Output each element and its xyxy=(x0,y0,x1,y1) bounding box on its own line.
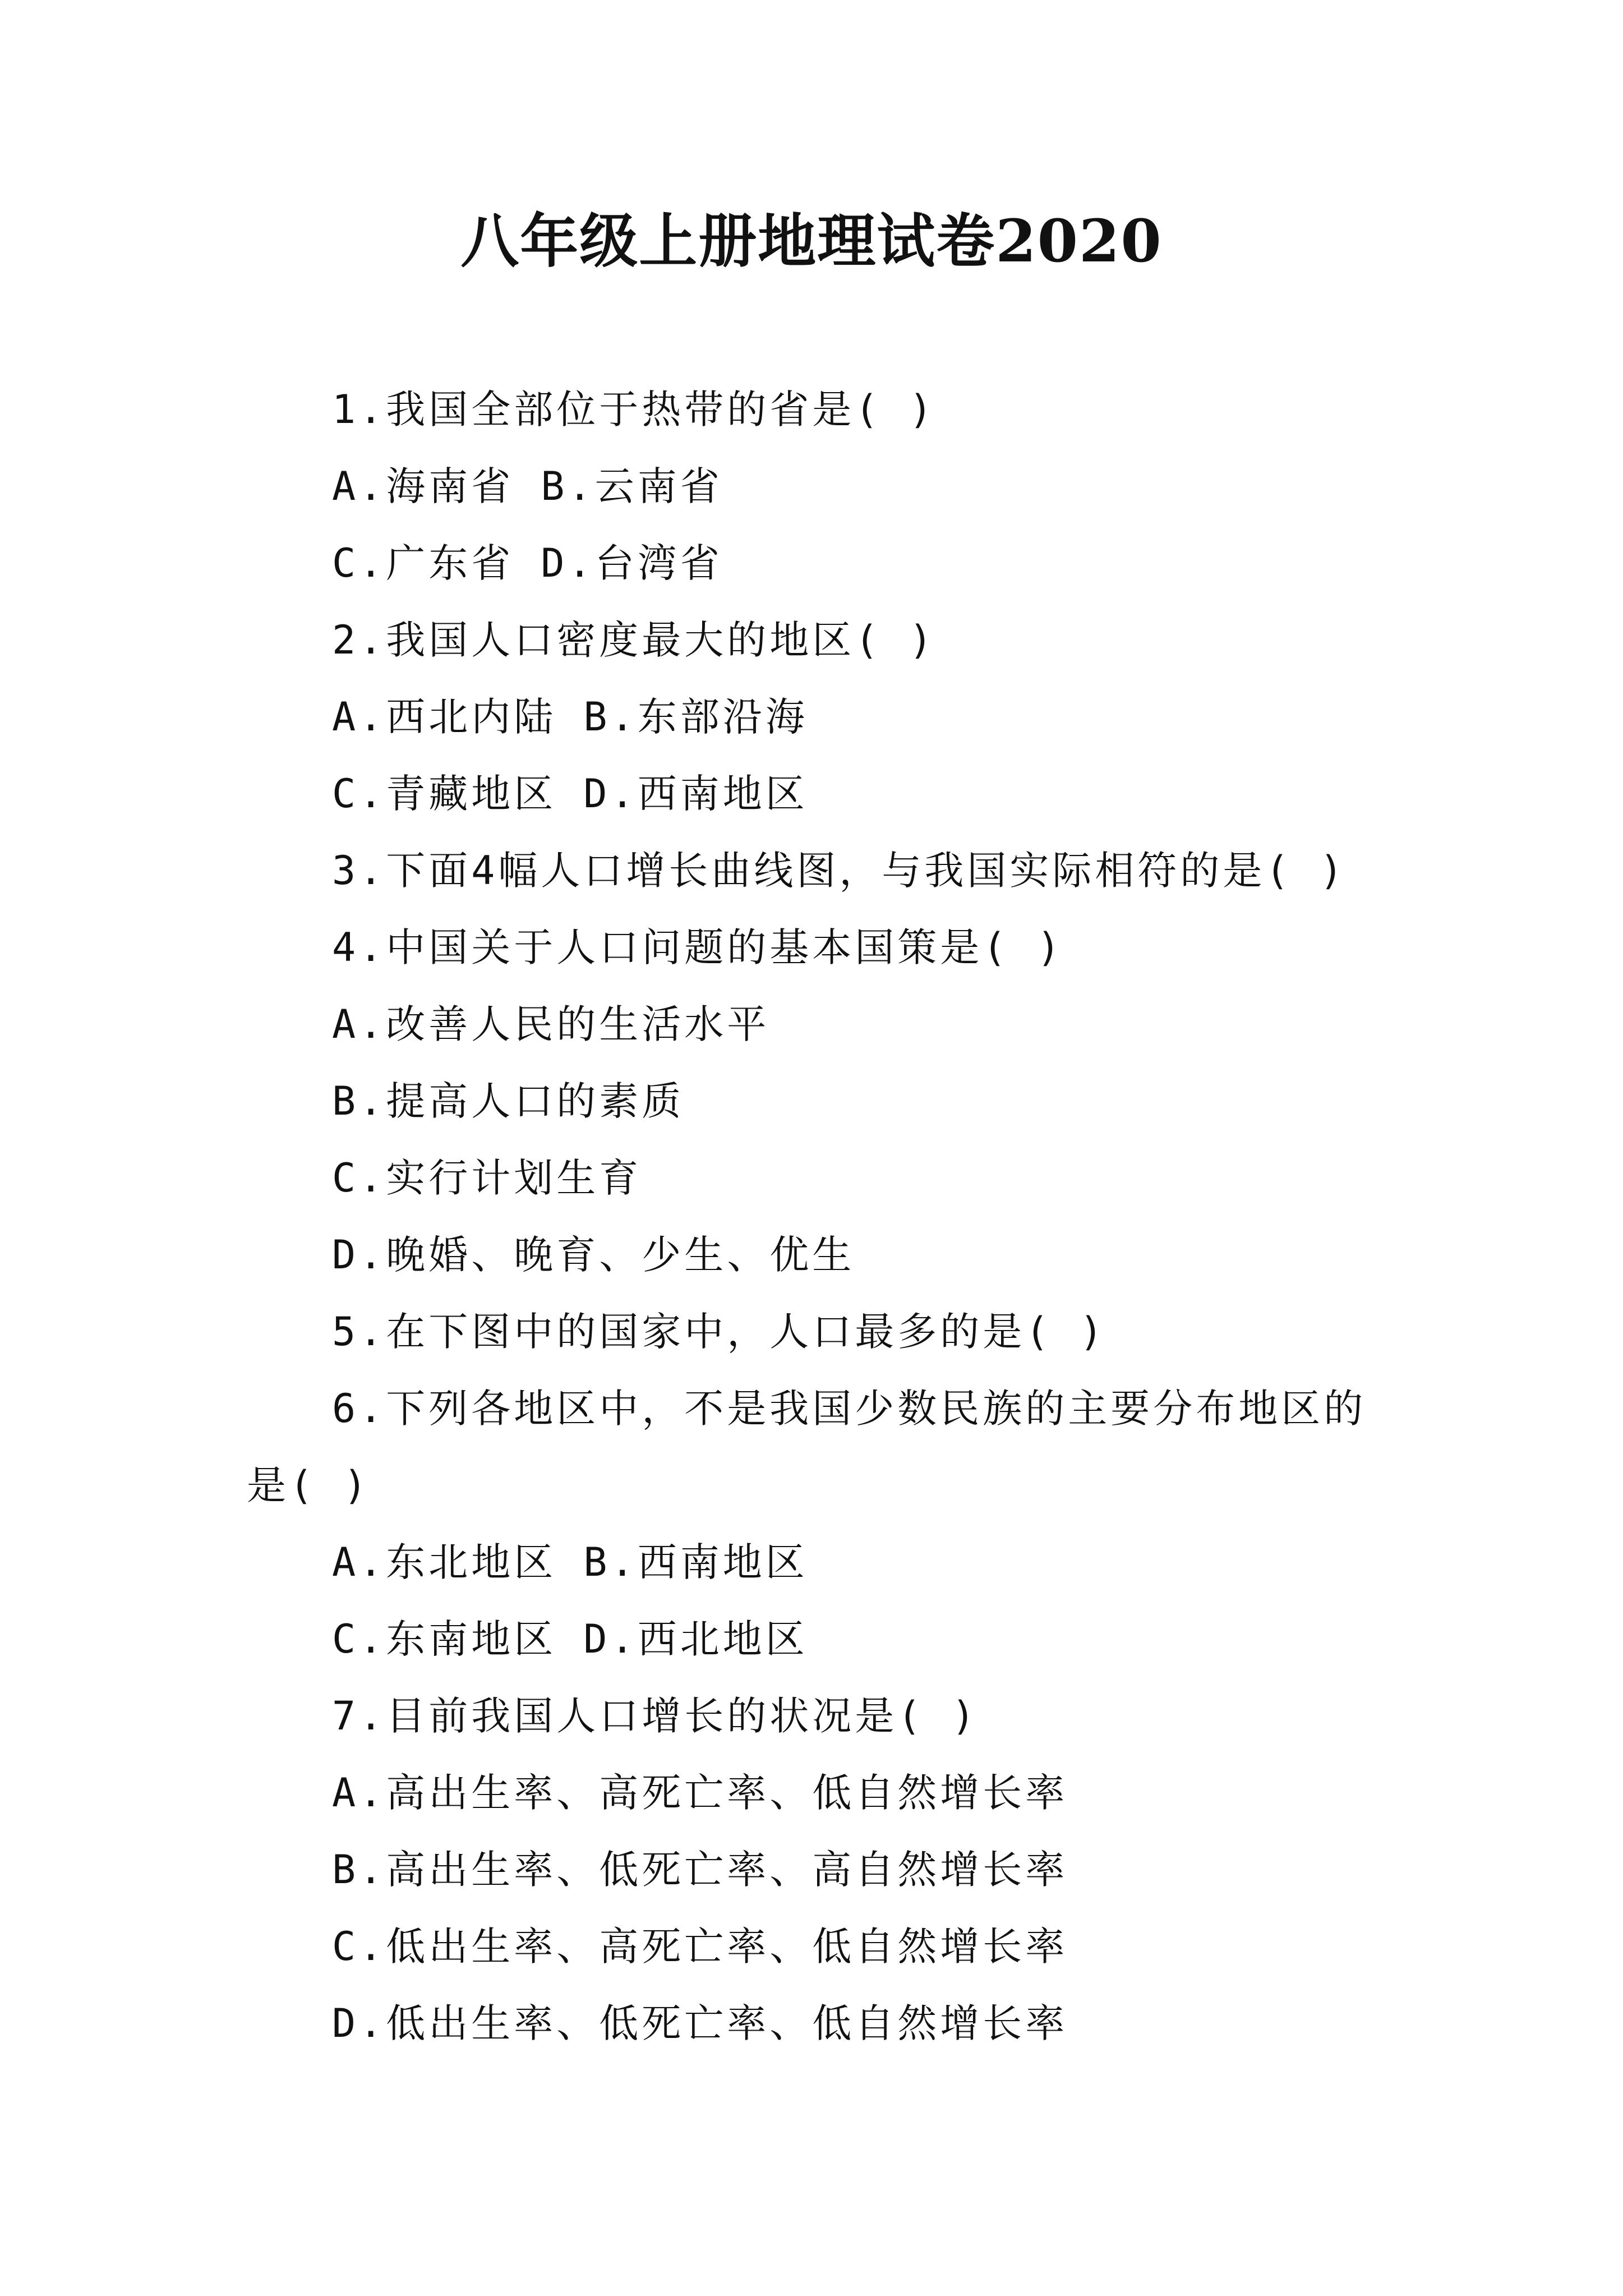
question-1-options-cd: C.广东省 D.台湾省 xyxy=(332,540,723,586)
question-6-options-ab: A.东北地区 B.西南地区 xyxy=(332,1539,808,1585)
question-2-options-cd: C.青藏地区 D.西南地区 xyxy=(332,771,808,817)
question-7-stem: 7.目前我国人口增长的状况是( ) xyxy=(332,1693,979,1739)
question-4-option-b: B.提高人口的素质 xyxy=(332,1078,685,1124)
question-1-stem: 1.我国全部位于热带的省是( ) xyxy=(332,386,936,432)
question-7-option-b: B.高出生率、低死亡率、高自然增长率 xyxy=(332,1847,1068,1893)
question-6-options-cd: C.东南地区 D.西北地区 xyxy=(332,1616,808,1662)
question-list xyxy=(247,371,1385,2062)
question-2-options-ab: A.西北内陆 B.东部沿海 xyxy=(332,694,808,740)
question-4-option-d: D.晚婚、晚育、少生、优生 xyxy=(332,1232,855,1278)
page-title: 八年级上册地理试卷2020 xyxy=(460,206,1163,275)
question-6-stem-continued: 是( ) xyxy=(247,1462,371,1508)
question-3-stem: 3.下面4幅人口增长曲线图，与我国实际相符的是( ) xyxy=(332,848,1347,894)
question-7-option-a: A.高出生率、高死亡率、低自然增长率 xyxy=(332,1770,1068,1816)
question-5-stem: 5.在下图中的国家中，人口最多的是( ) xyxy=(332,1309,1106,1355)
question-7-option-c: C.低出生率、高死亡率、低自然增长率 xyxy=(332,1924,1068,1970)
question-1-options-ab: A.海南省 B.云南省 xyxy=(332,463,723,509)
question-4-option-a: A.改善人民的生活水平 xyxy=(332,1001,770,1047)
question-6-stem: 6.下列各地区中，不是我国少数民族的主要分布地区的 xyxy=(332,1386,1367,1432)
question-7-option-d: D.低出生率、低死亡率、低自然增长率 xyxy=(332,2000,1068,2046)
question-4-option-c: C.实行计划生育 xyxy=(332,1155,642,1201)
question-2-stem: 2.我国人口密度最大的地区( ) xyxy=(332,617,936,663)
question-4-stem: 4.中国关于人口问题的基本国策是( ) xyxy=(332,924,1064,970)
